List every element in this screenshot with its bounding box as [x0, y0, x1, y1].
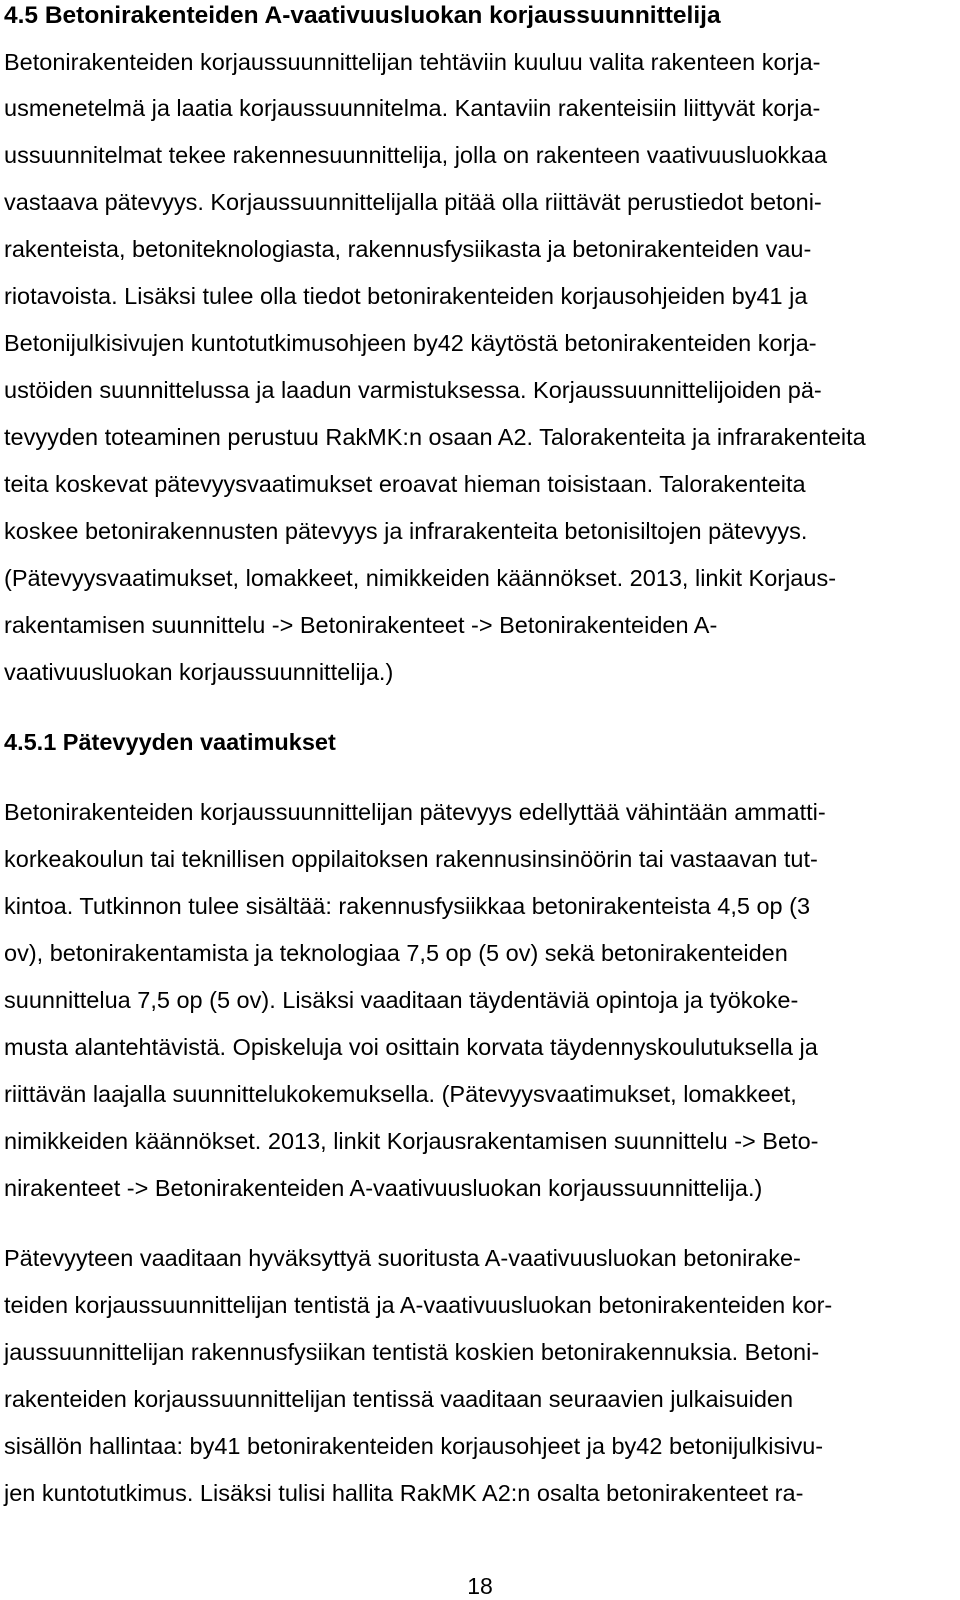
paragraph-line: rakentamisen suunnittelu -> Betonirakenteet -> Betonirakenteiden A- — [4, 612, 718, 638]
paragraph-line: Betonirakenteiden korjaussuunnittelijan tehtäviin kuuluu valita rakenteen korja- — [4, 49, 821, 75]
paragraph-line: korkeakoulun tai teknillisen oppilaitoksen rakennusinsinöörin tai vastaavan tut- — [4, 846, 818, 872]
subsection-heading: 4.5.1 Pätevyyden vaatimukset — [4, 729, 336, 755]
paragraph-line: ustöiden suunnittelussa ja laadun varmistuksessa. Korjaussuunnittelijoiden pä- — [4, 377, 822, 403]
paragraph-line: tevyyden toteaminen perustuu RakMK:n osaan A2. Talorakenteita ja infrarakenteita — [4, 424, 866, 450]
paragraph-line: usmenetelmä ja laatia korjaussuunnitelma. Kantaviin rakenteisiin liittyvät korja- — [4, 95, 821, 121]
paragraph-line: nimikkeiden käännökset. 2013, linkit Korjausrakentamisen suunnittelu -> Beto- — [4, 1128, 819, 1154]
paragraph-line: rakenteista, betoniteknologiasta, rakennusfysiikasta ja betonirakenteiden vau- — [4, 236, 812, 262]
paragraph-line: rakenteiden korjaussuunnittelijan tentissä vaaditaan seuraavien julkaisuiden — [4, 1386, 794, 1412]
paragraph-line: teiden korjaussuunnittelijan tentistä ja A-vaativuusluokan betonirakenteiden kor- — [4, 1292, 833, 1318]
paragraph-line: koskee betonirakennusten pätevyys ja infrarakenteita betonisiltojen pätevyys. — [4, 518, 808, 544]
paragraph-line: Betonijulkisivujen kuntotutkimusohjeen by42 käytöstä betonirakenteiden korja- — [4, 330, 817, 356]
paragraph-line: musta alantehtävistä. Opiskeluja voi osittain korvata täydennyskoulutuksella ja — [4, 1034, 818, 1060]
paragraph-line: vaativuusluokan korjaussuunnittelija.) — [4, 659, 394, 685]
paragraph-line: sisällön hallintaa: by41 betonirakenteiden korjausohjeet ja by42 betonijulkisivu- — [4, 1433, 824, 1459]
paragraph-line: vastaava pätevyys. Korjaussuunnittelijalla pitää olla riittävät perustiedot betoni- — [4, 189, 822, 215]
paragraph-line: teita koskevat pätevyysvaatimukset eroavat hieman toisistaan. Talorakenteita — [4, 471, 806, 497]
paragraph-line: nirakenteet -> Betonirakenteiden A-vaativuusluokan korjaussuunnittelija.) — [4, 1175, 763, 1201]
paragraph-line: riotavoista. Lisäksi tulee olla tiedot betonirakenteiden korjausohjeiden by41 ja — [4, 283, 808, 309]
paragraph-line: ussuunnitelmat tekee rakennesuunnittelija, jolla on rakenteen vaativuusluokkaa — [4, 142, 828, 168]
paragraph-line: (Pätevyysvaatimukset, lomakkeet, nimikkeiden käännökset. 2013, linkit Korjaus- — [4, 565, 837, 591]
page-number: 18 — [467, 1573, 493, 1599]
paragraph-line: jen kuntotutkimus. Lisäksi tulisi hallita RakMK A2:n osalta betonirakenteet ra- — [4, 1480, 804, 1506]
paragraph-line: riittävän laajalla suunnittelukokemuksella. (Pätevyysvaatimukset, lomakkeet, — [4, 1081, 797, 1107]
section-heading: 4.5 Betonirakenteiden A-vaativuusluokan korjaussuunnittelija — [4, 2, 721, 29]
paragraph-line: ov), betonirakentamista ja teknologiaa 7,5 op (5 ov) sekä betonirakenteiden — [4, 940, 788, 966]
paragraph-line: Betonirakenteiden korjaussuunnittelijan pätevyys edellyttää vähintään ammatti- — [4, 799, 826, 825]
paragraph-line: kintoa. Tutkinnon tulee sisältää: rakennusfysiikkaa betonirakenteista 4,5 op (3 — [4, 893, 811, 919]
paragraph-line: suunnittelua 7,5 op (5 ov). Lisäksi vaaditaan täydentäviä opintoja ja työkoke- — [4, 987, 799, 1013]
paragraph-line: jaussuunnittelijan rakennusfysiikan tentistä koskien betonirakennuksia. Betoni- — [4, 1339, 820, 1365]
paragraph-line: Pätevyyteen vaaditaan hyväksyttyä suoritusta A-vaativuusluokan betonirake- — [4, 1245, 801, 1271]
